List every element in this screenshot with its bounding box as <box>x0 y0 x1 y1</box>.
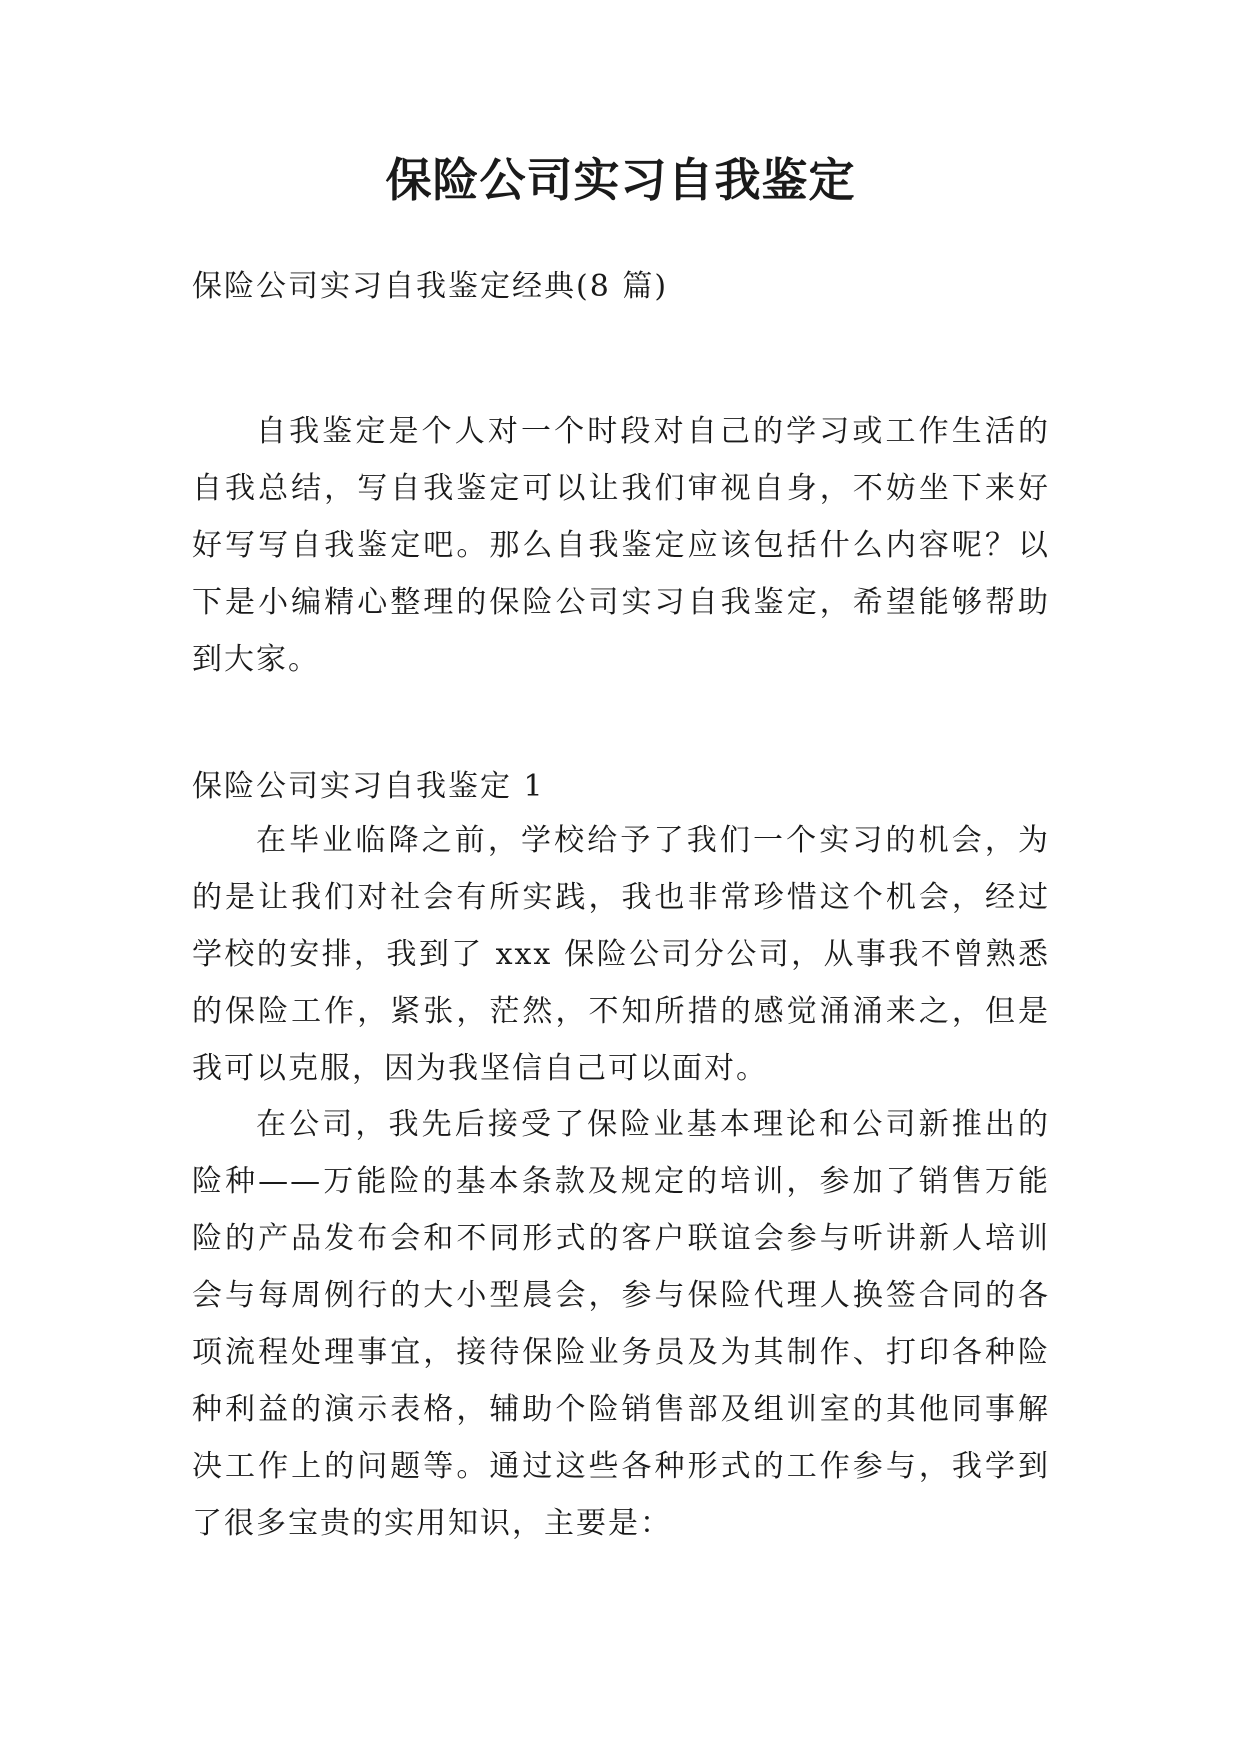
body-paragraph: 在毕业临降之前，学校给予了我们一个实习的机会，为的是让我们对社会有所实践，我也非常珍惜这个机会，经过学校的安排，我到了 xxx 保险公司分公司，从事我不曾熟悉的保险工作，紧张，茫然，不知所措的感觉涌涌来之，但是我可以克服，因为我坚信自己可以面对。 <box>192 823 1050 1086</box>
document-subtitle: 保险公司实习自我鉴定经典(8 篇) <box>192 269 669 304</box>
intro-paragraph: 自我鉴定是个人对一个时段对自己的学习或工作生活的自我总结，写自我鉴定可以让我们审视自身，不妨坐下来好好写写自我鉴定吧。那么自我鉴定应该包括什么内容呢？以下是小编精心整理的保险公司实习自我鉴定，希望能够帮助到大家。 <box>192 414 1050 677</box>
body-paragraph: 在公司，我先后接受了保险业基本理论和公司新推出的险种——万能险的基本条款及规定的培训，参加了销售万能险的产品发布会和不同形式的客户联谊会参与听讲新人培训会与每周例行的大小型晨会，参与保险代理人换签合同的各项流程处理事宜，接待保险业务员及为其制作、打印各种险种利益的演示表格，辅助个险销售部及组训室的其他同事解决工作上的问题等。通过这些各种形式的工作参与，我学到了很多宝贵的实用知识，主要是： <box>192 1107 1050 1541</box>
document-title: 保险公司实习自我鉴定 <box>385 153 856 207</box>
section-heading: 保险公司实习自我鉴定 1 <box>192 769 545 804</box>
